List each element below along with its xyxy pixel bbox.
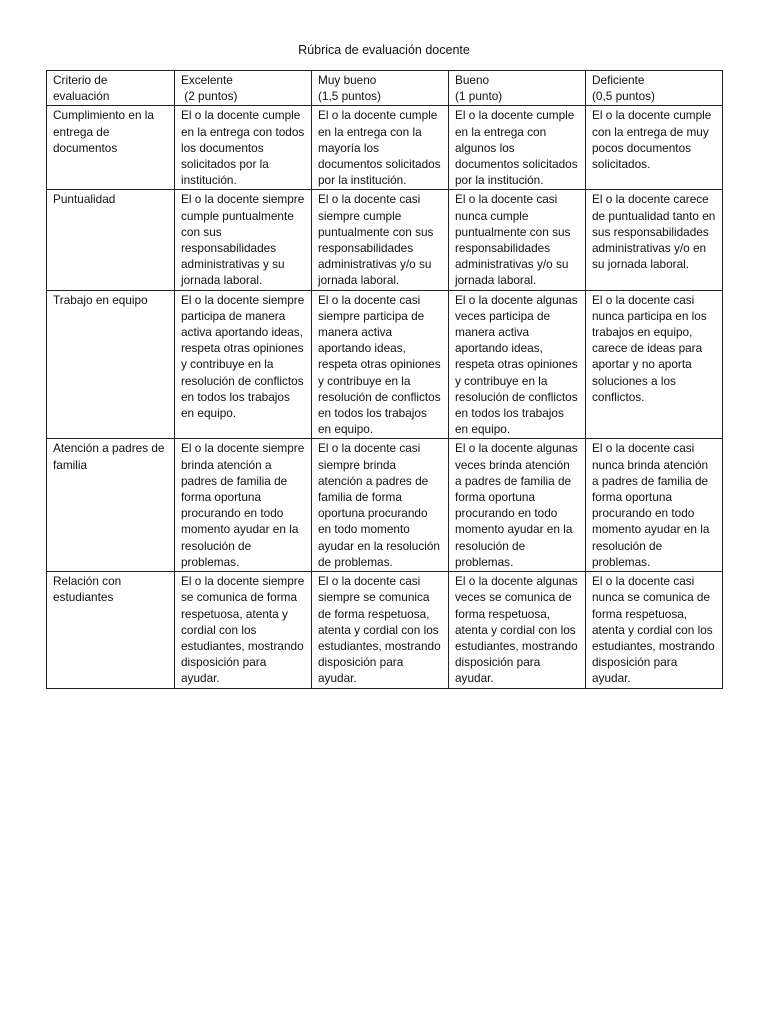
description-cell: El o la docente casi siempre brinda atención a padres de familia de forma oportuna procurando en todo momento ayudar en la resolución de problemas. xyxy=(312,439,449,572)
description-cell: El o la docente cumple en la entrega con la mayoría los documentos solicitados por la institución. xyxy=(312,106,449,190)
description-cell: El o la docente casi siempre participa de manera activa aportando ideas, respeta otras opiniones y contribuye en la resolución de conflictos en todos los trabajos en equipo. xyxy=(312,290,449,439)
level-name: Bueno xyxy=(455,73,490,87)
header-criterion xyxy=(47,71,175,106)
level-points: (0,5 puntos) xyxy=(592,89,655,104)
description-cell: El o la docente cumple en la entrega con algunos los documentos solicitados por la institución. xyxy=(449,106,586,190)
description-cell: El o la docente cumple en la entrega con todos los documentos solicitados por la institución. xyxy=(175,106,312,190)
level-name: Deficiente xyxy=(592,73,645,87)
header-level-bueno xyxy=(449,71,586,106)
description-cell: El o la docente siempre brinda atención a padres de familia de forma oportuna procurando en todo momento ayudar en la resolución de problemas. xyxy=(175,439,312,572)
level-points: (1,5 puntos) xyxy=(318,89,381,104)
description-cell: El o la docente carece de puntualidad tanto en sus responsabilidades administrativas y/o en su jornada laboral. xyxy=(586,190,723,290)
description-cell: El o la docente casi nunca se comunica de forma respetuosa, atenta y cordial con los estudiantes, mostrando disposición para ayudar. xyxy=(586,572,723,688)
level-name: Excelente xyxy=(181,73,233,87)
header-level-muy-bueno xyxy=(312,71,449,106)
description-cell: El o la docente siempre se comunica de forma respetuosa, atenta y cordial con los estudiantes, mostrando disposición para ayudar. xyxy=(175,572,312,688)
level-name: Muy bueno xyxy=(318,73,377,87)
rubric-table xyxy=(46,70,723,689)
description-cell: El o la docente algunas veces se comunica de forma respetuosa, atenta y cordial con los estudiantes, mostrando disposición para ayudar. xyxy=(449,572,586,688)
description-cell: El o la docente siempre cumple puntualmente con sus responsabilidades administrativas y su jornada laboral. xyxy=(175,190,312,290)
description-cell: El o la docente algunas veces participa de manera activa aportando ideas, respeta otras opiniones y contribuye en la resolución de conflictos en todos los trabajos en equipo. xyxy=(449,290,586,439)
description-cell: El o la docente algunas veces brinda atención a padres de familia de forma oportuna procurando en todo momento ayudar en la resolución de problemas. xyxy=(449,439,586,572)
level-points: (1 punto) xyxy=(455,89,503,104)
table-row xyxy=(47,190,723,290)
header-level-excelente xyxy=(175,71,312,106)
criterion-cell: Atención a padres de familia xyxy=(47,439,175,572)
header-row xyxy=(47,71,723,106)
criterion-cell: Cumplimiento en la entrega de documentos xyxy=(47,106,175,190)
criterion-cell: Trabajo en equipo xyxy=(47,290,175,439)
description-cell: El o la docente casi siempre se comunica de forma respetuosa, atenta y cordial con los estudiantes, mostrando disposición para ayudar. xyxy=(312,572,449,688)
header-level-deficiente xyxy=(586,71,723,106)
table-row xyxy=(47,572,723,688)
criterion-cell: Relación con estudiantes xyxy=(47,572,175,688)
description-cell: El o la docente casi nunca cumple puntualmente con sus responsabilidades administrativas y/o su jornada laboral. xyxy=(449,190,586,290)
header-criterion-line2: evaluación xyxy=(53,89,110,104)
description-cell: El o la docente siempre participa de manera activa aportando ideas, respeta otras opiniones y contribuye en la resolución de conflictos en todos los trabajos en equipo. xyxy=(175,290,312,439)
table-row xyxy=(47,106,723,190)
table-row xyxy=(47,290,723,439)
level-points: (2 puntos) xyxy=(181,89,238,104)
header-criterion-line1: Criterio de xyxy=(53,73,108,87)
description-cell: El o la docente casi siempre cumple puntualmente con sus responsabilidades administrativas y/o su jornada laboral. xyxy=(312,190,449,290)
criterion-cell: Puntualidad xyxy=(47,190,175,290)
table-row xyxy=(47,439,723,572)
document-title: Rúbrica de evaluación docente xyxy=(298,43,470,57)
description-cell: El o la docente casi nunca brinda atención a padres de familia de forma oportuna procurando en todo momento ayudar en la resolución de problemas. xyxy=(586,439,723,572)
description-cell: El o la docente cumple con la entrega de muy pocos documentos solicitados. xyxy=(586,106,723,190)
description-cell: El o la docente casi nunca participa en los trabajos en equipo, carece de ideas para aportar y no aporta soluciones a los conflictos. xyxy=(586,290,723,439)
